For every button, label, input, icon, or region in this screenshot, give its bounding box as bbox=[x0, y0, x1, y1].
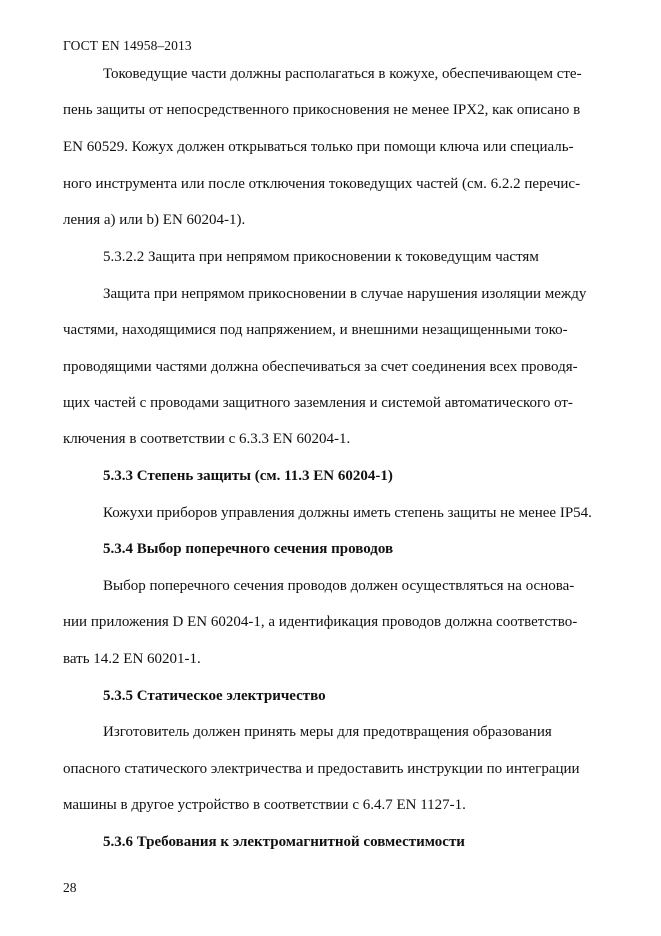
paragraph-line: пень защиты от непосредственного прикосновения не менее IPX2, как описано в bbox=[63, 102, 581, 118]
page-number: 28 bbox=[63, 880, 77, 895]
section-heading-5-3-6: 5.3.6 Требования к электромагнитной совместимости bbox=[103, 834, 465, 850]
paragraph-line: Защита при непрямом прикосновении в случае нарушения изоляции между bbox=[103, 286, 587, 302]
paragraph-line: Токоведущие части должны располагаться в кожухе, обеспечивающем сте- bbox=[103, 66, 582, 82]
section-heading-5-3-4: 5.3.4 Выбор поперечного сечения проводов bbox=[103, 541, 394, 557]
paragraph-line: щих частей с проводами защитного заземления и системой автоматического от- bbox=[63, 395, 573, 411]
section-heading-5-3-3: 5.3.3 Степень защиты (см. 11.3 EN 60204-1) bbox=[103, 468, 393, 484]
paragraph-line: проводящими частями должна обеспечиваться за счет соединения всех проводя- bbox=[63, 359, 578, 375]
paragraph-line: ления а) или b) EN 60204-1). bbox=[63, 212, 246, 228]
paragraph-line: машины в другое устройство в соответствии с 6.4.7 EN 1127-1. bbox=[63, 797, 466, 813]
paragraph-line: Изготовитель должен принять меры для предотвращения образования bbox=[103, 724, 552, 740]
paragraph-line: EN 60529. Кожух должен открываться только при помощи ключа или специаль- bbox=[63, 139, 574, 155]
page-header-standard: ГОСТ EN 14958–2013 bbox=[63, 38, 192, 53]
paragraph-line: опасного статического электричества и предоставить инструкции по интеграции bbox=[63, 761, 580, 777]
paragraph-line: частями, находящимися под напряжением, и внешними незащищенными токо- bbox=[63, 322, 568, 338]
paragraph-line: ного инструмента или после отключения токоведущих частей (см. 6.2.2 перечис- bbox=[63, 176, 581, 192]
section-heading-5-3-5: 5.3.5 Статическое электричество bbox=[103, 688, 326, 704]
paragraph-line: вать 14.2 EN 60201-1. bbox=[63, 651, 201, 667]
subsection-title-5-3-2-2: 5.3.2.2 Защита при непрямом прикосновении к токоведущим частям bbox=[103, 249, 539, 265]
paragraph-line: ключения в соответствии с 6.3.3 EN 60204-1. bbox=[63, 431, 351, 447]
paragraph-line: Кожухи приборов управления должны иметь степень защиты не менее IP54. bbox=[103, 505, 592, 521]
paragraph-line: Выбор поперечного сечения проводов должен осуществляться на основа- bbox=[103, 578, 575, 594]
paragraph-line: нии приложения D EN 60204-1, а идентификация проводов должна соответство- bbox=[63, 614, 578, 630]
